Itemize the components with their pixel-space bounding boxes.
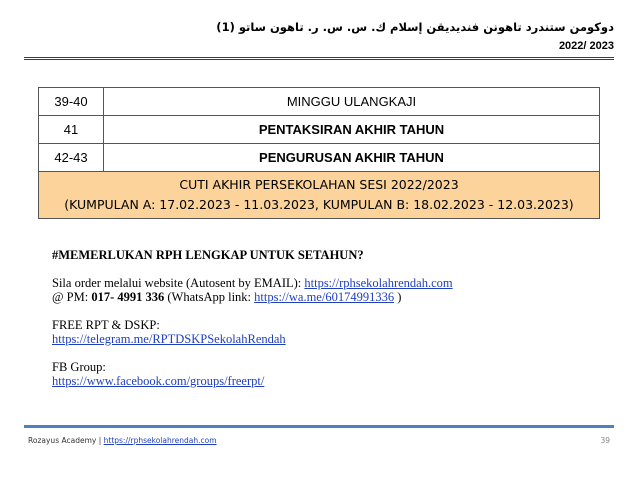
activity-cell: PENGURUSAN AKHIR TAHUN xyxy=(104,144,600,172)
week-cell: 41 xyxy=(39,116,104,144)
week-cell: 42-43 xyxy=(39,144,104,172)
footer-brand: Rozayus Academy xyxy=(28,436,97,445)
order-text: Sila order melalui website (Autosent by EMAIL): xyxy=(52,276,305,290)
rpt-label: FREE RPT & DSKP: xyxy=(52,318,160,332)
whatsapp-link[interactable]: https://wa.me/60174991336 xyxy=(254,290,395,304)
facebook-link[interactable]: https://www.facebook.com/groups/freerpt/ xyxy=(52,374,265,388)
week-cell: 39-40 xyxy=(39,88,104,116)
page-number: 39 xyxy=(600,436,610,445)
holiday-dates: (KUMPULAN A: 17.02.2023 - 11.03.2023, KUMPULAN B: 18.02.2023 - 12.03.2023) xyxy=(64,197,574,212)
document-title: دوكومن ستندرد تاهونن فنديديقن إسلام ك. س. س. ر. تاهون ساتو (1) xyxy=(216,20,614,34)
info-heading: #MEMERLUKAN RPH LENGKAP UNTUK SETAHUN? xyxy=(52,248,364,262)
document-year: 2022/ 2023 xyxy=(558,40,614,52)
holiday-cell xyxy=(39,172,600,219)
pm-suffix: ) xyxy=(394,290,402,304)
pm-middle: (WhatsApp link: xyxy=(164,290,255,304)
fb-label: FB Group: xyxy=(52,360,106,374)
table-row xyxy=(39,144,600,172)
telegram-link[interactable]: https://telegram.me/RPTDSKPSekolahRendah xyxy=(52,332,286,346)
activity-cell: PENTAKSIRAN AKHIR TAHUN xyxy=(104,116,600,144)
website-link[interactable]: https://rphsekolahrendah.com xyxy=(304,276,453,290)
pm-number: 017- 4991 336 xyxy=(91,290,165,304)
table-row xyxy=(39,88,600,116)
schedule-table xyxy=(38,87,600,219)
footer-link[interactable]: https://rphsekolahrendah.com xyxy=(103,436,217,445)
footer-separator: | xyxy=(96,436,104,445)
header-divider xyxy=(24,57,614,60)
footer-divider xyxy=(24,425,614,428)
activity-cell: MINGGU ULANGKAJI xyxy=(104,88,600,116)
footer xyxy=(28,436,217,445)
holiday-title: CUTI AKHIR PERSEKOLAHAN SESI 2022/2023 xyxy=(179,177,459,192)
holiday-row xyxy=(39,172,600,219)
order-line xyxy=(52,276,453,290)
info-block xyxy=(52,248,453,388)
pm-line xyxy=(52,290,453,304)
pm-prefix: @ PM: xyxy=(52,290,92,304)
table-row xyxy=(39,116,600,144)
